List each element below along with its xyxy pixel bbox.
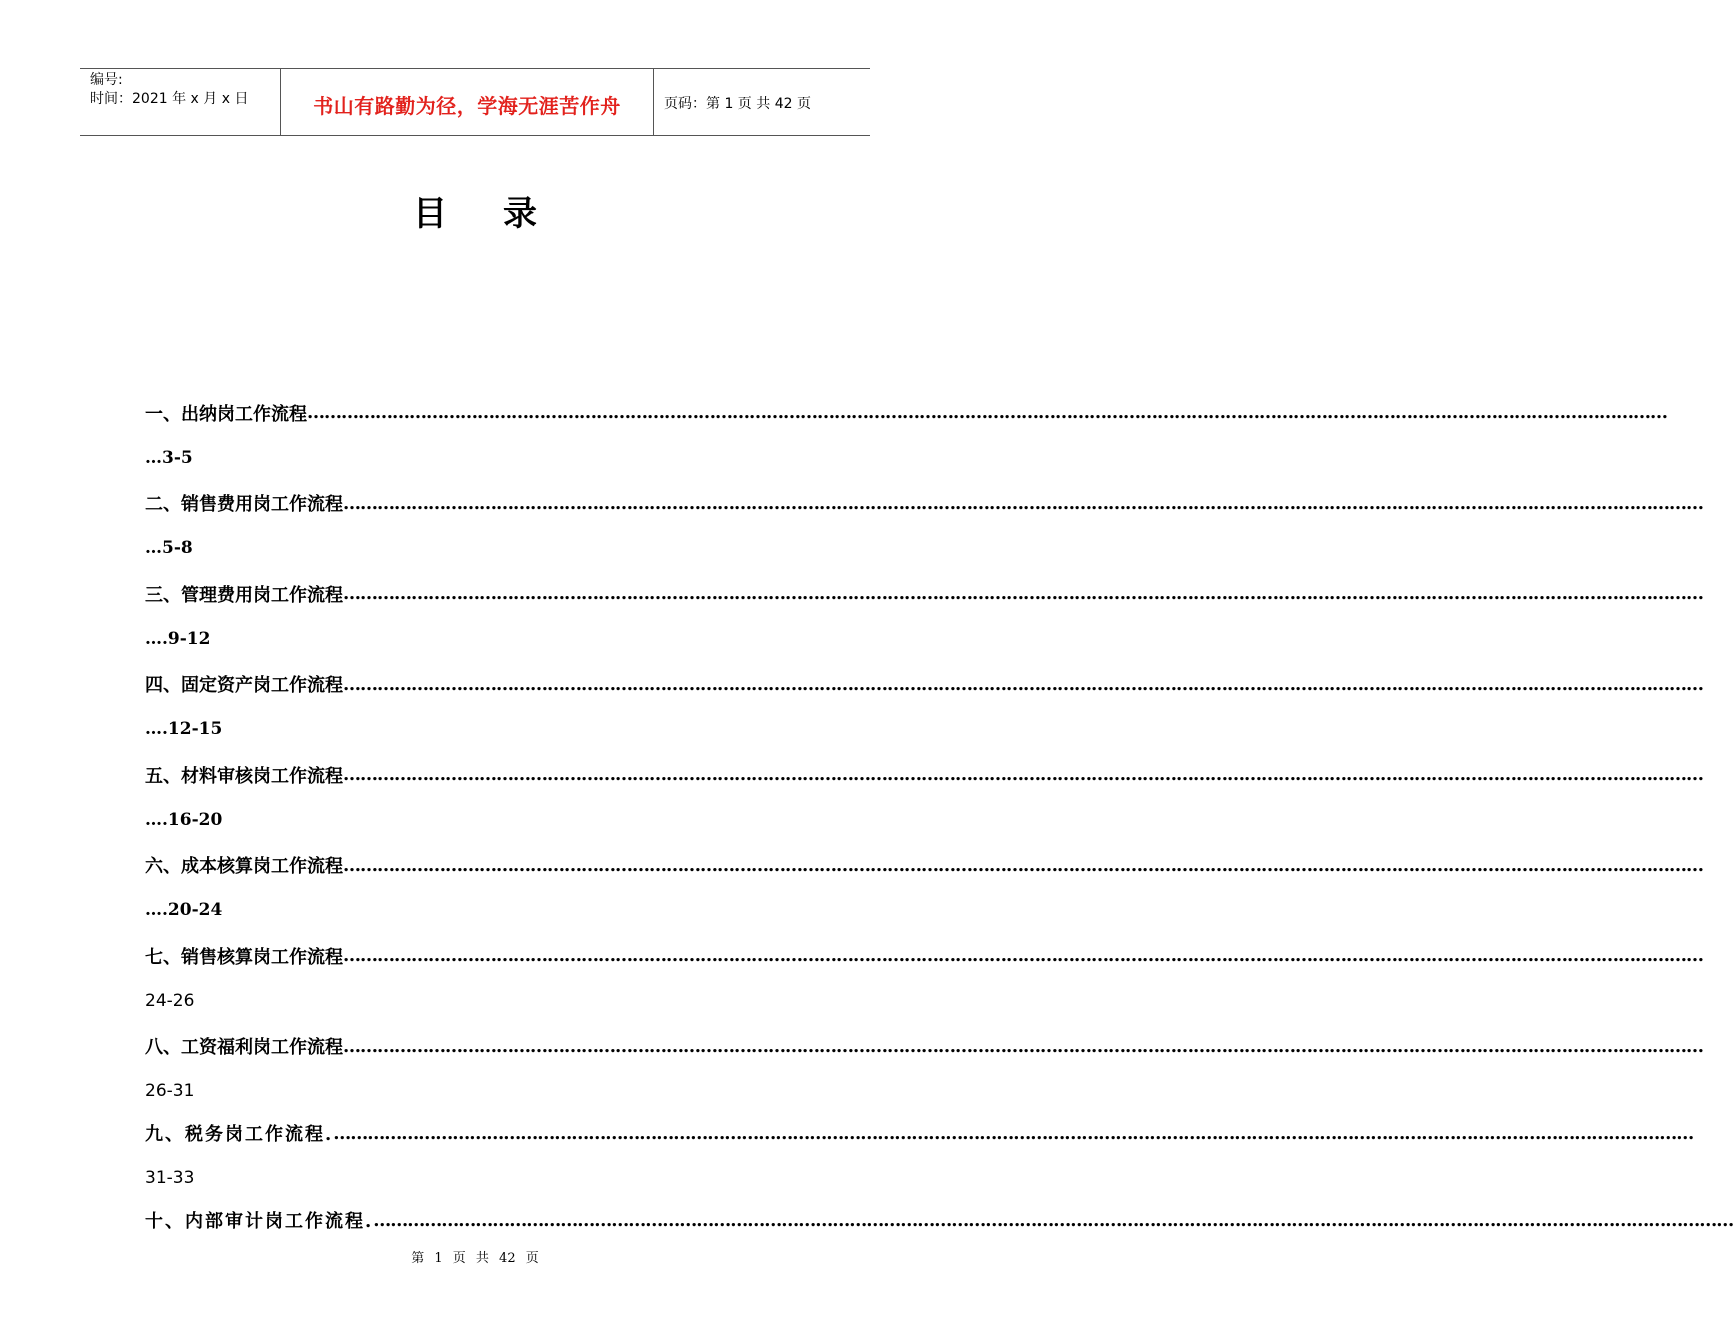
toc-leader-dots: …………………………………………………………………………………………………………………………………………………………………………………………………………………… — [307, 402, 1667, 423]
toc-entry-pages: ….16-20 — [145, 809, 223, 830]
toc-entry[interactable] — [145, 662, 1703, 753]
toc-entry-pages: …3-5 — [145, 447, 193, 468]
toc-entry-title: 十、内部审计岗工作流程. — [145, 1211, 374, 1232]
page-header — [80, 68, 870, 136]
toc-entry[interactable] — [145, 752, 1703, 843]
toc-entry-title: 九、税务岗工作流程. — [145, 1124, 334, 1145]
toc-entry-title: 四、固定资产岗工作流程 — [145, 675, 343, 696]
toc-leader-dots: …………………………………………………………………………………………………………………………………………………………………………………………………………………… — [333, 1122, 1694, 1144]
toc-entry-pages: 24-26 — [145, 990, 195, 1011]
toc-leader-dots: …………………………………………………………………………………………………………………………………………………………………………………………………………………… — [343, 764, 1703, 785]
toc-entry-title: 五、材料审核岗工作流程 — [145, 765, 343, 787]
toc-leader-dots: …………………………………………………………………………………………………………………………………………………………………………………………………………………… — [373, 1209, 1733, 1231]
toc-entry[interactable] — [145, 1198, 1733, 1289]
header-page-info: 页码：第 1 页 共 42 页 — [664, 96, 811, 112]
toc-leader-dots: …………………………………………………………………………………………………………………………………………………………………………………………………………………… — [343, 854, 1703, 876]
page-footer: 第 1 页 共 42 页 — [411, 1251, 539, 1266]
document-title: 目录 — [413, 194, 593, 234]
toc-entry-pages: ….9-12 — [145, 628, 211, 649]
header-number-label: 编号: — [90, 72, 123, 88]
toc-leader-dots: …………………………………………………………………………………………………………………………………………………………………………………………………………………… — [343, 1035, 1703, 1057]
toc-entry[interactable] — [145, 390, 1667, 481]
toc-entry-pages: …5-8 — [145, 538, 193, 558]
table-of-contents — [145, 390, 1733, 1288]
toc-entry[interactable] — [145, 843, 1703, 934]
toc-entry[interactable] — [145, 933, 1703, 1024]
toc-leader-dots: …………………………………………………………………………………………………………………………………………………………………………………………………………………… — [343, 583, 1703, 604]
toc-entry[interactable] — [145, 481, 1703, 572]
toc-entry-title: 三、管理费用岗工作流程 — [145, 584, 343, 606]
header-motto: 书山有路勤为径，学海无涯苦作舟 — [281, 69, 654, 135]
toc-entry-pages: 26-31 — [145, 1081, 195, 1101]
toc-entry-title: 六、成本核算岗工作流程 — [145, 856, 343, 877]
toc-entry-title: 二、销售费用岗工作流程 — [145, 494, 343, 515]
toc-entry-title: 一、出纳岗工作流程 — [145, 403, 307, 425]
toc-entry-pages: 31-33 — [145, 1168, 195, 1188]
toc-entry-title: 八、工资福利岗工作流程 — [145, 1037, 343, 1058]
toc-entry-title: 七、销售核算岗工作流程 — [145, 946, 343, 968]
toc-leader-dots: …………………………………………………………………………………………………………………………………………………………………………………………………………………… — [343, 492, 1703, 514]
toc-entry[interactable] — [145, 1111, 1694, 1198]
toc-entry[interactable] — [145, 1024, 1703, 1111]
toc-leader-dots: …………………………………………………………………………………………………………………………………………………………………………………………………………………… — [343, 945, 1703, 966]
header-time-label: 时间：2021 年 x 月 x 日 — [90, 91, 249, 107]
toc-entry-pages: ….12-15 — [145, 719, 223, 739]
header-meta-cell — [80, 69, 281, 135]
toc-entry[interactable] — [145, 571, 1703, 662]
toc-leader-dots: …………………………………………………………………………………………………………………………………………………………………………………………………………………… — [343, 673, 1703, 695]
toc-entry-pages: ….20-24 — [145, 900, 223, 920]
